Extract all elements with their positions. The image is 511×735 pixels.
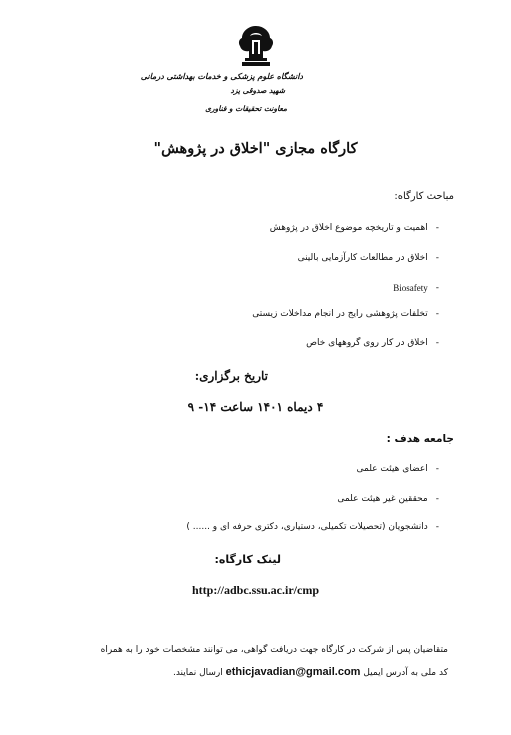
topic-item: - اخلاق در مطالعات کارآزمایی بالینی: [297, 253, 439, 263]
topic-item: - اخلاق در کار روی گروههای خاص: [306, 338, 439, 348]
audience-item: - محققین غیر هیئت علمی: [337, 494, 439, 504]
footer-text-pre: کد ملی به آدرس ایمیل: [363, 668, 448, 678]
university-logo: [140, 24, 305, 124]
list-dash: -: [435, 522, 439, 532]
date-heading: تاریخ برگزاری:: [194, 369, 268, 383]
link-heading: لینک کارگاه:: [214, 553, 281, 566]
list-dash: -: [435, 494, 439, 504]
footer-line-2: [173, 666, 448, 678]
list-dash: -: [435, 223, 439, 233]
list-dash: -: [435, 283, 439, 293]
topic-item: - تخلفات پژوهشی رایج در انجام مداخلات زیستی: [252, 309, 439, 319]
audience-item: - دانشجویان (تحصیلات تکمیلی، دستیاری، دکتری حرفه ای و ...... ): [186, 522, 439, 532]
list-dash: -: [435, 338, 439, 348]
date-value: ۴ دیماه ۱۴۰۱ ساعت ۱۴- ۹: [187, 400, 324, 414]
topic-item: - اهمیت و تاریخچه موضوع اخلاق در پژوهش: [269, 223, 439, 233]
page-title: کارگاه مجازی "اخلاق در پژوهش": [153, 140, 358, 157]
workshop-link[interactable]: http://adbc.ssu.ac.ir/cmp: [191, 583, 319, 597]
footer-line-1: متقاضیان پس از شرکت در کارگاه جهت دریافت گواهی، می توانند مشخصات خود را به همراه: [100, 645, 448, 655]
audience-heading: جامعه هدف :: [386, 433, 454, 445]
list-dash: -: [435, 464, 439, 474]
footer-email[interactable]: ethicjavadian@gmail.com: [225, 666, 361, 678]
list-dash: -: [435, 309, 439, 319]
topics-heading: مباحث کارگاه:: [394, 191, 454, 202]
logo-university-city: شهید صدوقی یزد: [230, 86, 285, 95]
audience-item: - اعضای هیئت علمی: [356, 464, 439, 474]
topic-item: - Biosafety: [393, 283, 439, 293]
list-dash: -: [435, 253, 439, 263]
logo-department: معاونت تحقیقات و فناوری: [205, 104, 287, 113]
logo-university-name: دانشگاه علوم پزشکی و خدمات بهداشتی درمانی: [140, 71, 303, 81]
university-emblem-icon: [236, 24, 276, 68]
footer-text-post: ارسال نمایند.: [172, 668, 223, 678]
